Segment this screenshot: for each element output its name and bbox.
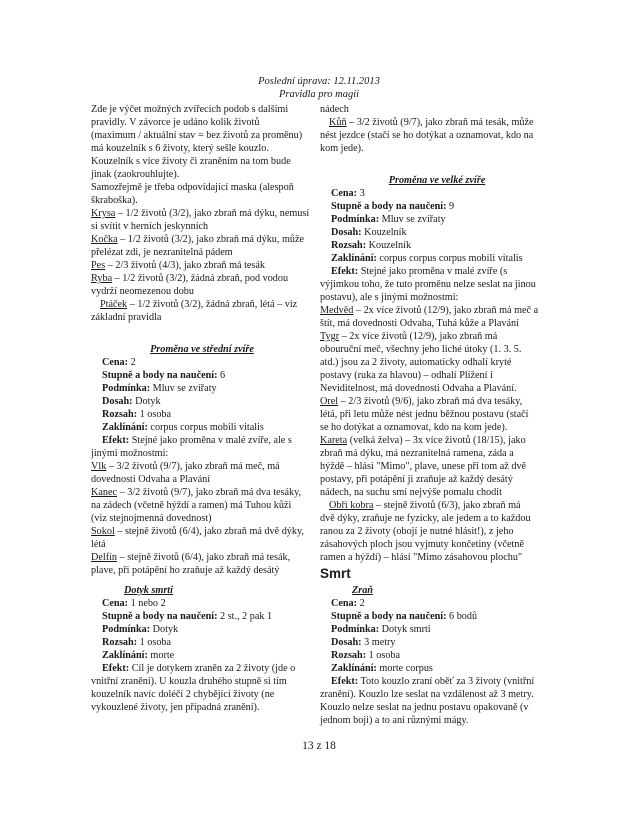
animal-entry-cont: dvě dýky, zraňuje ne fyzicky, ale jedem a to každou: [320, 513, 531, 524]
animal-entry: Sokol – stejně životů (6/4), jako zbraň má dvě dýky,: [91, 526, 304, 537]
stat-dosah: Dosah: Kouzelník: [331, 227, 407, 238]
animal-entry-cont: nádech, na suchu smí nejvýše pomalu chodit: [320, 487, 502, 498]
animal-entry-cont: hýždě – hlásí "Mimo", plave, unese při tom až dvě: [320, 461, 527, 472]
stat-podminka: Podmínka: Mluv se zvířaty: [331, 214, 446, 225]
animal-name: Obří kobra: [329, 500, 374, 511]
animal-entry-cont: létá: [91, 539, 106, 550]
animal-entry: Medvěd – 2x více životů (12/9), jako zbraň má meč a: [320, 305, 539, 316]
animal-name: Pes: [91, 260, 106, 271]
right-column: [320, 103, 554, 564]
spell-wound: [320, 584, 554, 727]
stat-stupen: Stupně a body na naučení: 2 st., 2 pak 1: [102, 611, 273, 622]
stat-cena: Cena: 3: [331, 188, 365, 199]
animal-entry-cont: postavy (ruka za hlavou) – odhalí Plížení i: [320, 370, 493, 381]
animal-entry-cont: ramen a hýždí) – hlásí "Mimo zásahovou plochu": [320, 552, 523, 563]
stat-podminka: Podmínka: Mluv se zvířaty: [102, 383, 217, 394]
animal-entry-cont: plave, při potápění ho zraňuje až každý desátý: [91, 565, 280, 576]
animal-entry: Ryba – 1/2 životů (3/2), žádná zbraň, pod vodou: [91, 273, 289, 284]
stat-dosah: Dosah: 3 metry: [331, 637, 396, 648]
animal-entry-cont: kom jede).: [320, 143, 364, 154]
animal-name: Medvěd: [320, 305, 354, 316]
stat-cena: Cena: 1 nebo 2: [102, 598, 166, 609]
stat-efekt: Efekt: Stejné jako proměna v malé zvíře (s: [331, 266, 508, 277]
spell-title-mid: Proměna ve střední zvíře: [150, 344, 254, 355]
animal-name: Sokol: [91, 526, 115, 537]
stat-cena: Cena: 2: [102, 357, 136, 368]
animal-entry-cont: nést jezdce (stačí se ho dotýkat a oznamovat, kdo na: [320, 130, 534, 141]
animal-entry-cont: vydrží neomezenou dobu: [91, 286, 194, 297]
left-column: [91, 103, 313, 577]
stat-podminka: Podmínka: Dotyk: [102, 624, 179, 635]
spell-death-touch: [91, 584, 313, 714]
animal-name: Kůň: [329, 117, 347, 128]
animal-name: Ryba: [91, 273, 113, 284]
animal-entry: Krysa – 1/2 životů (3/2), jako zbraň má dýku, nemusí: [91, 208, 310, 219]
stat-dosah: Dosah: Dotyk: [102, 396, 161, 407]
continued-line: nádech: [320, 104, 349, 115]
stat-stupen: Stupně a body na naučení: 6 bodů: [331, 611, 478, 622]
animal-entry: Orel – 2/3 životů (9/6), jako zbraň má dva tesáky,: [320, 396, 523, 407]
stat-rozsah: Rozsah: 1 osoba: [331, 650, 401, 661]
animal-entry: Tygr – 2x více životů (12/9), jako zbraň má: [320, 331, 498, 342]
page-number: 13 z 18: [302, 740, 336, 752]
spell-title-wound: Zraň: [352, 585, 373, 596]
stat-rozsah: Rozsah: 1 osoba: [102, 637, 172, 648]
animal-entry: Ptáček – 1/2 životů (3/2), žádná zbraň, létá – viz: [100, 299, 298, 310]
animal-entry-cont: přelézat zdi, je nezranitelná pádem: [91, 247, 233, 258]
stat-stupen: Stupně a body na naučení: 9: [331, 201, 455, 212]
spell-title-big: Proměna ve velké zvíře: [388, 175, 486, 186]
animal-entry-cont: na zádech (včetně hýždí a ramen) má Tuhou kůži: [91, 500, 292, 511]
intro-line: pravidly. V závorce je udáno kolik životů: [91, 117, 260, 128]
animal-entry-cont: štít, má dovednosti Odvaha, Tuhá kůže a Plavání: [320, 318, 519, 329]
animal-entry: Kůň – 3/2 životů (9/7), jako zbraň má tesák, může: [329, 117, 534, 128]
stat-stupen: Stupně a body na naučení: 6: [102, 370, 226, 381]
efekt-cont: jinými možnostmi:: [91, 448, 169, 459]
intro-line: Zde je výčet možných zvířecích podob s dalšími: [91, 104, 289, 115]
animal-entry-cont: létá, při letu může nést jednu běžnou postavu (stačí: [320, 409, 529, 420]
intro-line: má kouzelník s 6 životy, který sešle kouzlo.: [91, 143, 269, 154]
intro-line: škraboška).: [91, 195, 138, 206]
stat-zaklinani: Zaklínání: morte: [102, 650, 175, 661]
efekt-cont: postavu), ale s jinými možnostmi:: [320, 292, 459, 303]
stat-zaklinani: Zaklínání: corpus corpus corpus mobili vitalis: [331, 253, 523, 264]
animal-name: Delfín: [91, 552, 118, 563]
section-heading: Smrt: [320, 566, 351, 581]
animal-entry-cont: zásahových ploch jsou vyjmuty končetiny (včetně: [320, 539, 524, 550]
intro-line: Kouzelník s více životy či zraněním na tom bude: [91, 156, 291, 167]
animal-name: Tygr: [320, 331, 340, 342]
animal-entry-cont: Neviditelnost, má dovednosti Odvaha a Plavání.: [320, 383, 517, 394]
stat-efekt: Efekt: Toto kouzlo zraní oběť za 3 životy (vnitřní: [331, 676, 535, 687]
stat-zaklinani: Zaklínání: corpus corpus mobili vitalis: [102, 422, 264, 433]
animal-entry-cont: ranou za 2 životy (obojí je nutné hlásit!), z jeho: [320, 526, 514, 537]
spell-title-death-touch: Dotyk smrti: [124, 585, 173, 596]
animal-entry-cont: si svítit v herních jeskynních: [91, 221, 209, 232]
animal-entry: Pes – 2/3 životů (4/3), jako zbraň má tesák: [91, 260, 265, 271]
animal-entry: Obří kobra – stejně životů (6/3), jako zbraň má: [329, 500, 521, 511]
animal-name: Ptáček: [100, 299, 128, 310]
efekt-cont: vykouzlené životy, jen případná zranění).: [91, 702, 260, 713]
animal-entry-cont: atd.) jsou za 2 životy, automaticky odhalí kryté: [320, 357, 512, 368]
efekt-cont: vnitřní zranění). U kouzla druhého stupně si tím: [91, 676, 287, 687]
stat-efekt: Efekt: Cíl je dotykem zraněn za 2 životy (jde o: [102, 663, 296, 674]
efekt-cont: kouzelník navíc doléčí 2 chybějící životy (ne: [91, 689, 275, 700]
intro-line: jinak (zaokrouhlujte).: [91, 169, 180, 180]
animal-name: Vlk: [91, 461, 107, 472]
animal-entry-cont: se ho dotýkat a oznamovat, kdo na kom jede).: [320, 422, 508, 433]
animal-entry: Kanec – 3/2 životů (9/7), jako zbraň má dva tesáky,: [91, 487, 302, 498]
efekt-cont: výjimkou toho, že tuto proměnu nelze seslat na jinou: [320, 279, 536, 290]
intro-line: Samozřejmě je třeba odpovídající maska (alespoň: [91, 182, 294, 193]
efekt-cont: zranění). Kouzlo lze seslat na vzdálenost až 3 metry.: [320, 689, 534, 700]
animal-entry-cont: obouruční meč, všechny jeho liché útoky (1. 3. 5.: [320, 344, 522, 355]
efekt-cont: jednom boji) a to ani různými mágy.: [320, 715, 469, 726]
animal-entry-cont: (viz stejnojmenná dovednost): [91, 513, 212, 524]
animal-name: Orel: [320, 396, 339, 407]
animal-entry: Vlk – 3/2 životů (9/7), jako zbraň má meč, má: [91, 461, 280, 472]
animal-entry-cont: postavy, při potápění ji zraňuje až každý desátý: [320, 474, 513, 485]
animal-entry-cont: zbraň má dýku, má nezranitelná ramena, záda a: [320, 448, 514, 459]
animal-name: Krysa: [91, 208, 116, 219]
animal-entry-cont: dovednosti Odvaha a Plavání: [91, 474, 211, 485]
stat-efekt: Efekt: Stejné jako proměna v malé zvíře, ale s: [102, 435, 292, 446]
animal-name: Kareta: [320, 435, 348, 446]
stat-cena: Cena: 2: [331, 598, 365, 609]
stat-zaklinani: Zaklínání: morte corpus: [331, 663, 433, 674]
intro-line: (maximum / aktuální stav = bez životů za proměnu): [91, 130, 303, 141]
animal-name: Kočka: [91, 234, 118, 245]
animal-entry: Kareta (velká želva) – 3x více životů (18/15), jako: [320, 435, 526, 446]
efekt-cont: Kouzlo nelze seslat na jednu postavu opakovaně (v: [320, 702, 529, 713]
animal-name: Kanec: [91, 487, 118, 498]
last-update: Poslední úprava: 12.11.2013: [258, 76, 380, 87]
doc-subtitle: Pravidla pro magii: [278, 89, 360, 100]
animal-entry: Kočka – 1/2 životů (3/2), jako zbraň má dýku, může: [91, 234, 305, 245]
animal-entry-cont: základní pravidla: [91, 312, 162, 323]
stat-rozsah: Rozsah: 1 osoba: [102, 409, 172, 420]
animal-entry: Delfín – stejně životů (6/4), jako zbraň má tesák,: [91, 552, 291, 563]
stat-rozsah: Rozsah: Kouzelník: [331, 240, 412, 251]
stat-podminka: Podmínka: Dotyk smrti: [331, 624, 431, 635]
